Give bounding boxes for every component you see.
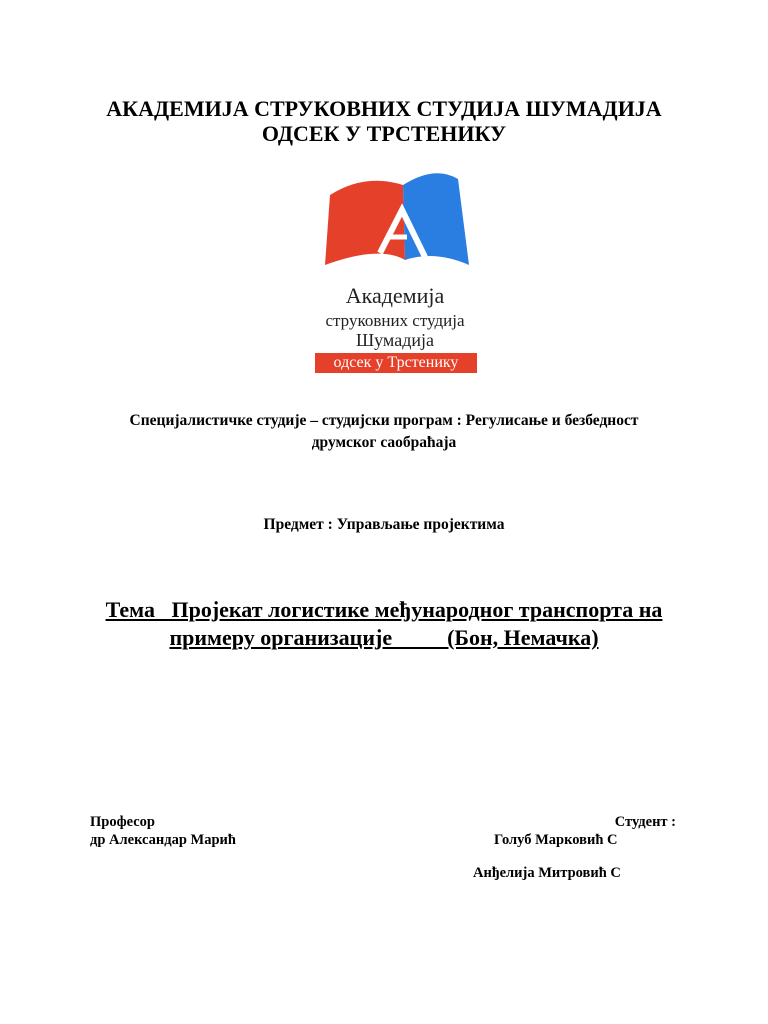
logo-banner: одсек у Трстенику: [315, 353, 477, 373]
student-name-1: Голуб Марковић С: [494, 832, 618, 848]
program-line-2: друмског саобраћаја: [311, 434, 457, 451]
logo-text-3: Шумадија: [356, 330, 434, 350]
logo-text-2: струковних студија: [325, 311, 465, 330]
program-line-1: Специјалистичке студије – студијски програм : Регулисање и безбедност: [129, 412, 639, 429]
professor-label: Професор: [90, 814, 155, 830]
student-name-2: Анђелија Митровић С: [473, 865, 621, 881]
book-logo-icon: [285, 165, 505, 275]
department-title: ОДСЕК У ТРСТЕНИКУ: [261, 121, 507, 146]
logo-text-1: Академија: [345, 283, 445, 308]
institution-title: АКАДЕМИЈА СТРУКОВНИХ СТУДИЈА ШУМАДИЈА: [106, 96, 662, 121]
topic-line-1: Тема Пројекат логистике међународног транспорта на: [105, 597, 663, 622]
subject: Предмет : Управљање пројектима: [263, 516, 505, 533]
professor-name: др Александар Марић: [90, 832, 236, 848]
topic-line-2: примеру организације (Бон, Немачка): [169, 625, 599, 650]
student-label: Студент :: [614, 814, 676, 830]
academy-logo: [285, 165, 505, 395]
